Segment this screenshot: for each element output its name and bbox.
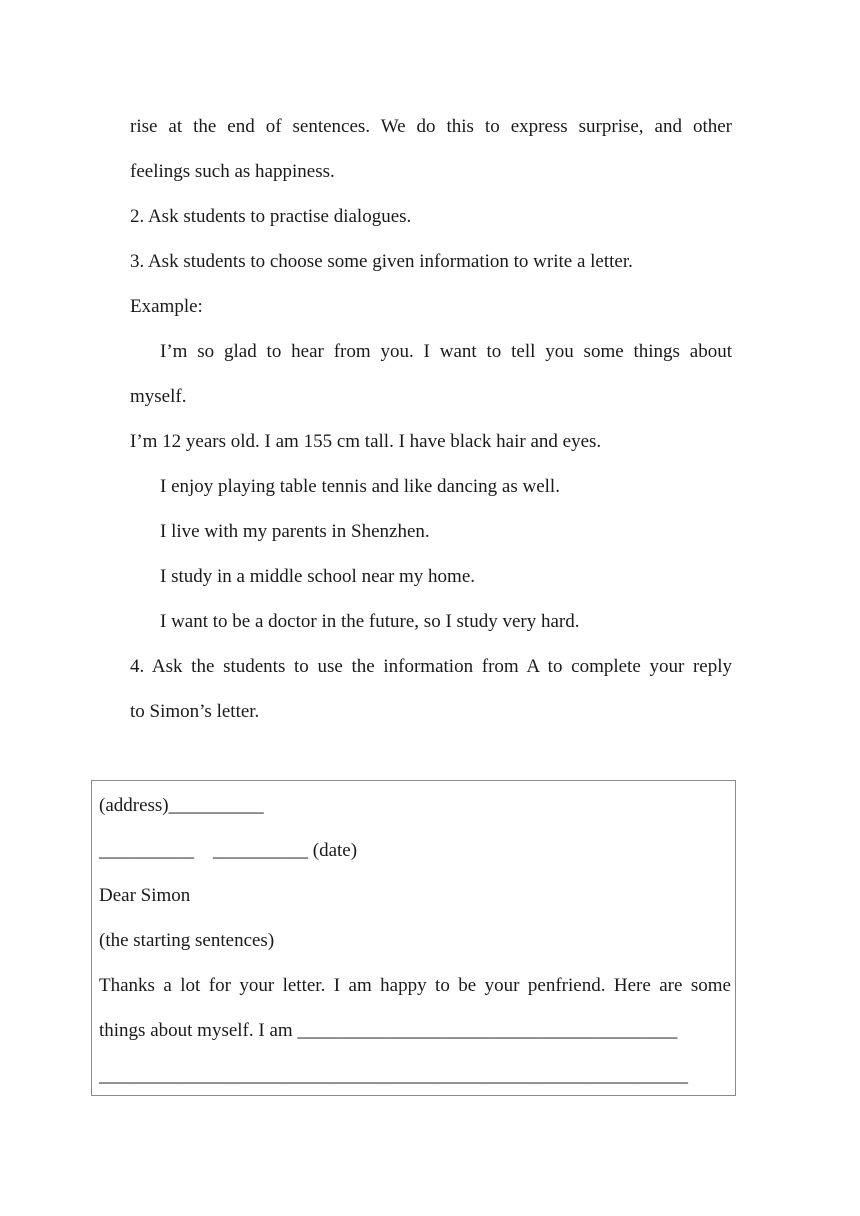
letter-address: (address)__________ xyxy=(99,795,264,816)
example-line-7: I want to be a doctor in the future, so I study very hard. xyxy=(160,611,580,632)
letter-date: __________ __________ (date) xyxy=(99,840,358,861)
step-4-line-2: to Simon’s letter. xyxy=(130,701,260,722)
letter-template-content xyxy=(99,783,731,1098)
step-2: 2. Ask students to practise dialogues. xyxy=(130,206,412,227)
letter-starting-sentences: (the starting sentences) xyxy=(99,930,275,951)
example-line-1: I’m so glad to hear from you. I want to tell you some things about xyxy=(160,341,732,362)
example-line-6: I study in a middle school near my home. xyxy=(160,566,476,587)
intro-line-2: feelings such as happiness. xyxy=(130,161,335,182)
lesson-text xyxy=(130,104,732,734)
letter-body-line-2: things about myself. I am ________________________________________ xyxy=(99,1020,678,1041)
letter-body-line-3: ______________________________________________________________ xyxy=(99,1065,688,1086)
letter-greeting: Dear Simon xyxy=(99,885,191,906)
letter-template-box xyxy=(91,780,736,1096)
example-label: Example: xyxy=(130,296,203,317)
intro-line-1: rise at the end of sentences. We do this to express surprise, and other xyxy=(130,116,732,137)
step-3: 3. Ask students to choose some given information to write a letter. xyxy=(130,251,633,272)
example-line-4: I enjoy playing table tennis and like dancing as well. xyxy=(160,476,560,497)
example-line-5: I live with my parents in Shenzhen. xyxy=(160,521,430,542)
example-line-2: myself. xyxy=(130,386,187,407)
letter-body-line-1: Thanks a lot for your letter. I am happy to be your penfriend. Here are some xyxy=(99,975,731,996)
example-line-3: I’m 12 years old. I am 155 cm tall. I have black hair and eyes. xyxy=(130,431,602,452)
step-4-line-1: 4. Ask the students to use the information from A to complete your reply xyxy=(130,656,732,677)
